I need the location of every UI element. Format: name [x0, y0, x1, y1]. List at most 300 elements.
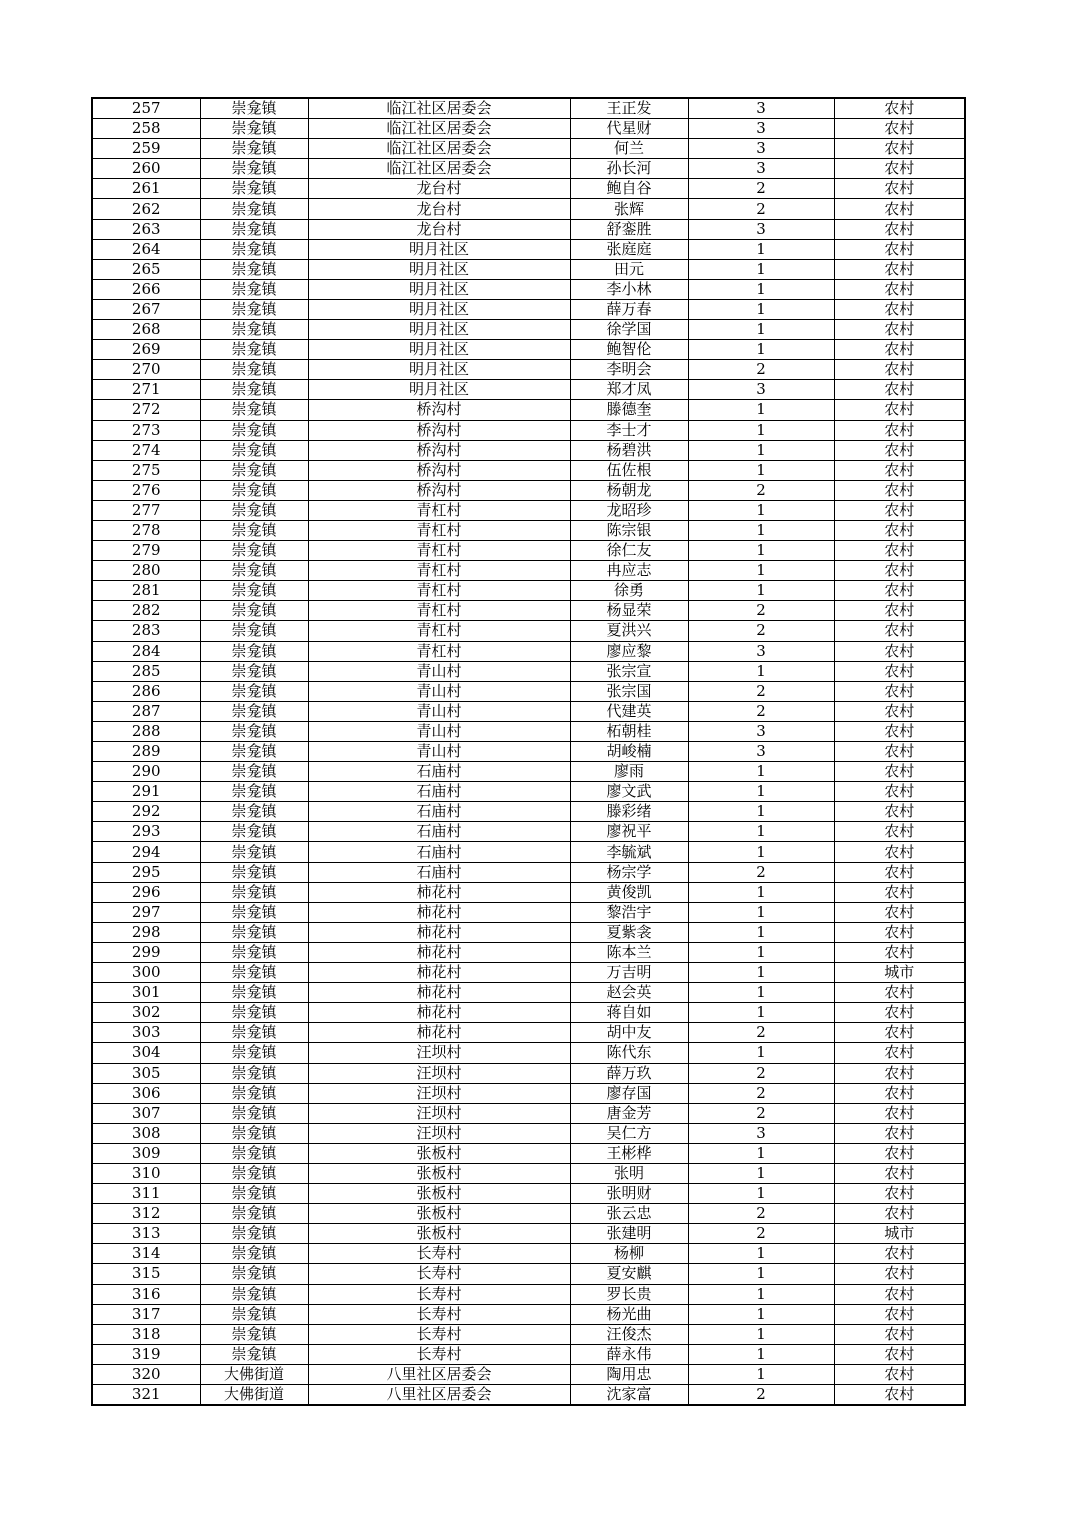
row-number-cell: 315 [92, 1264, 200, 1284]
person-name-cell: 廖存国 [570, 1083, 688, 1103]
area-type-cell: 农村 [834, 661, 965, 681]
town-cell: 崇龛镇 [200, 782, 308, 802]
row-number-cell: 319 [92, 1344, 200, 1364]
table-row [92, 500, 965, 520]
row-number-cell: 273 [92, 420, 200, 440]
person-name-cell: 杨朝龙 [570, 480, 688, 500]
person-name-cell: 王正发 [570, 98, 688, 119]
person-name-cell: 薛永伟 [570, 1344, 688, 1364]
household-count-cell: 2 [688, 199, 834, 219]
village-cell: 柿花村 [308, 983, 570, 1003]
table-row [92, 520, 965, 540]
household-count-cell: 1 [688, 1143, 834, 1163]
village-cell: 青杠村 [308, 541, 570, 561]
person-name-cell: 胡中友 [570, 1023, 688, 1043]
table-row [92, 1103, 965, 1123]
person-name-cell: 李士才 [570, 420, 688, 440]
town-cell: 崇龛镇 [200, 420, 308, 440]
area-type-cell: 农村 [834, 119, 965, 139]
village-cell: 柿花村 [308, 1003, 570, 1023]
person-name-cell: 万吉明 [570, 963, 688, 983]
town-cell: 崇龛镇 [200, 1043, 308, 1063]
town-cell: 崇龛镇 [200, 259, 308, 279]
person-name-cell: 陈本兰 [570, 942, 688, 962]
village-cell: 青山村 [308, 721, 570, 741]
household-count-cell: 2 [688, 1204, 834, 1224]
table-row [92, 1244, 965, 1264]
area-type-cell: 农村 [834, 601, 965, 621]
town-cell: 崇龛镇 [200, 139, 308, 159]
row-number-cell: 282 [92, 601, 200, 621]
table-row [92, 179, 965, 199]
town-cell: 崇龛镇 [200, 1023, 308, 1043]
village-cell: 长寿村 [308, 1344, 570, 1364]
row-number-cell: 297 [92, 902, 200, 922]
household-count-cell: 1 [688, 1184, 834, 1204]
village-cell: 柿花村 [308, 922, 570, 942]
household-count-cell: 1 [688, 1324, 834, 1344]
area-type-cell: 农村 [834, 822, 965, 842]
household-count-cell: 1 [688, 802, 834, 822]
town-cell: 崇龛镇 [200, 581, 308, 601]
area-type-cell: 农村 [834, 561, 965, 581]
table-row [92, 119, 965, 139]
village-cell: 石庙村 [308, 842, 570, 862]
table-row [92, 259, 965, 279]
area-type-cell: 农村 [834, 1163, 965, 1183]
table-row [92, 279, 965, 299]
row-number-cell: 279 [92, 541, 200, 561]
town-cell: 崇龛镇 [200, 1224, 308, 1244]
household-count-cell: 1 [688, 963, 834, 983]
area-type-cell: 农村 [834, 420, 965, 440]
table-row [92, 1023, 965, 1043]
table-row [92, 1143, 965, 1163]
person-name-cell: 代星财 [570, 119, 688, 139]
row-number-cell: 291 [92, 782, 200, 802]
table-row [92, 1163, 965, 1183]
village-cell: 桥沟村 [308, 420, 570, 440]
village-cell: 明月社区 [308, 299, 570, 319]
household-count-cell: 1 [688, 541, 834, 561]
village-cell: 明月社区 [308, 259, 570, 279]
person-name-cell: 龙昭珍 [570, 500, 688, 520]
row-number-cell: 301 [92, 983, 200, 1003]
area-type-cell: 农村 [834, 1103, 965, 1123]
area-type-cell: 农村 [834, 701, 965, 721]
area-type-cell: 农村 [834, 239, 965, 259]
household-count-cell: 1 [688, 460, 834, 480]
row-number-cell: 314 [92, 1244, 200, 1264]
person-name-cell: 陶用忠 [570, 1364, 688, 1384]
town-cell: 崇龛镇 [200, 742, 308, 762]
town-cell: 崇龛镇 [200, 1123, 308, 1143]
person-name-cell: 汪俊杰 [570, 1324, 688, 1344]
table-row [92, 1043, 965, 1063]
household-count-cell: 2 [688, 360, 834, 380]
person-name-cell: 薛万玖 [570, 1063, 688, 1083]
person-name-cell: 吴仁方 [570, 1123, 688, 1143]
table-body [92, 98, 965, 1405]
household-count-cell: 2 [688, 621, 834, 641]
town-cell: 崇龛镇 [200, 520, 308, 540]
area-type-cell: 农村 [834, 1083, 965, 1103]
person-name-cell: 杨显荣 [570, 601, 688, 621]
table-row [92, 480, 965, 500]
village-cell: 青杠村 [308, 641, 570, 661]
village-cell: 石庙村 [308, 802, 570, 822]
person-name-cell: 杨柳 [570, 1244, 688, 1264]
area-type-cell: 农村 [834, 340, 965, 360]
table-row [92, 1385, 965, 1406]
table-row [92, 420, 965, 440]
table-row [92, 1063, 965, 1083]
village-cell: 张板村 [308, 1204, 570, 1224]
table-row [92, 983, 965, 1003]
area-type-cell: 农村 [834, 902, 965, 922]
village-cell: 张板村 [308, 1163, 570, 1183]
household-count-cell: 1 [688, 320, 834, 340]
town-cell: 崇龛镇 [200, 762, 308, 782]
table-row [92, 862, 965, 882]
person-name-cell: 廖应黎 [570, 641, 688, 661]
town-cell: 崇龛镇 [200, 1204, 308, 1224]
area-type-cell: 农村 [834, 179, 965, 199]
row-number-cell: 259 [92, 139, 200, 159]
area-type-cell: 农村 [834, 199, 965, 219]
village-cell: 明月社区 [308, 380, 570, 400]
person-name-cell: 黎浩宇 [570, 902, 688, 922]
area-type-cell: 农村 [834, 1023, 965, 1043]
row-number-cell: 287 [92, 701, 200, 721]
village-cell: 青杠村 [308, 601, 570, 621]
village-cell: 桥沟村 [308, 400, 570, 420]
table-row [92, 742, 965, 762]
household-count-cell: 2 [688, 1224, 834, 1244]
town-cell: 崇龛镇 [200, 561, 308, 581]
household-count-cell: 1 [688, 581, 834, 601]
person-name-cell: 黄俊凯 [570, 882, 688, 902]
row-number-cell: 266 [92, 279, 200, 299]
village-cell: 青杠村 [308, 621, 570, 641]
person-name-cell: 廖雨 [570, 762, 688, 782]
town-cell: 崇龛镇 [200, 882, 308, 902]
area-type-cell: 农村 [834, 1264, 965, 1284]
row-number-cell: 274 [92, 440, 200, 460]
area-type-cell: 农村 [834, 541, 965, 561]
row-number-cell: 277 [92, 500, 200, 520]
table-row [92, 299, 965, 319]
household-count-cell: 1 [688, 1043, 834, 1063]
table-row [92, 963, 965, 983]
town-cell: 崇龛镇 [200, 480, 308, 500]
table-row [92, 1264, 965, 1284]
area-type-cell: 农村 [834, 1143, 965, 1163]
household-count-cell: 1 [688, 902, 834, 922]
village-cell: 张板村 [308, 1184, 570, 1204]
person-name-cell: 柘朝桂 [570, 721, 688, 741]
household-count-cell: 1 [688, 259, 834, 279]
village-cell: 青山村 [308, 661, 570, 681]
person-name-cell: 张宗宣 [570, 661, 688, 681]
row-number-cell: 281 [92, 581, 200, 601]
area-type-cell: 城市 [834, 1224, 965, 1244]
row-number-cell: 299 [92, 942, 200, 962]
area-type-cell: 农村 [834, 1304, 965, 1324]
town-cell: 崇龛镇 [200, 661, 308, 681]
area-type-cell: 农村 [834, 983, 965, 1003]
row-number-cell: 304 [92, 1043, 200, 1063]
household-count-cell: 1 [688, 1344, 834, 1364]
household-count-cell: 3 [688, 119, 834, 139]
village-cell: 桥沟村 [308, 460, 570, 480]
household-count-cell: 1 [688, 922, 834, 942]
person-name-cell: 夏安麒 [570, 1264, 688, 1284]
village-cell: 青杠村 [308, 581, 570, 601]
village-cell: 龙台村 [308, 199, 570, 219]
household-count-cell: 2 [688, 480, 834, 500]
household-count-cell: 1 [688, 340, 834, 360]
person-name-cell: 胡峻楠 [570, 742, 688, 762]
village-cell: 汪坝村 [308, 1043, 570, 1063]
person-name-cell: 陈宗银 [570, 520, 688, 540]
area-type-cell: 农村 [834, 279, 965, 299]
town-cell: 大佛街道 [200, 1364, 308, 1384]
household-count-cell: 2 [688, 1385, 834, 1406]
town-cell: 崇龛镇 [200, 199, 308, 219]
person-name-cell: 廖文武 [570, 782, 688, 802]
household-count-cell: 1 [688, 661, 834, 681]
town-cell: 崇龛镇 [200, 179, 308, 199]
town-cell: 崇龛镇 [200, 601, 308, 621]
table-row [92, 922, 965, 942]
town-cell: 崇龛镇 [200, 320, 308, 340]
row-number-cell: 263 [92, 219, 200, 239]
village-cell: 石庙村 [308, 762, 570, 782]
town-cell: 崇龛镇 [200, 1324, 308, 1344]
table-row [92, 440, 965, 460]
area-type-cell: 农村 [834, 259, 965, 279]
person-name-cell: 杨碧洪 [570, 440, 688, 460]
town-cell: 崇龛镇 [200, 1143, 308, 1163]
household-count-cell: 1 [688, 239, 834, 259]
row-number-cell: 275 [92, 460, 200, 480]
town-cell: 大佛街道 [200, 1385, 308, 1406]
row-number-cell: 316 [92, 1284, 200, 1304]
table-row [92, 721, 965, 741]
table-row [92, 460, 965, 480]
area-type-cell: 农村 [834, 380, 965, 400]
village-cell: 石庙村 [308, 822, 570, 842]
row-number-cell: 276 [92, 480, 200, 500]
row-number-cell: 264 [92, 239, 200, 259]
person-name-cell: 滕德奎 [570, 400, 688, 420]
row-number-cell: 311 [92, 1184, 200, 1204]
village-cell: 柿花村 [308, 902, 570, 922]
village-cell: 青山村 [308, 681, 570, 701]
town-cell: 崇龛镇 [200, 1083, 308, 1103]
row-number-cell: 300 [92, 963, 200, 983]
household-count-cell: 3 [688, 139, 834, 159]
town-cell: 崇龛镇 [200, 1284, 308, 1304]
row-number-cell: 280 [92, 561, 200, 581]
town-cell: 崇龛镇 [200, 802, 308, 822]
row-number-cell: 267 [92, 299, 200, 319]
town-cell: 崇龛镇 [200, 942, 308, 962]
town-cell: 崇龛镇 [200, 1264, 308, 1284]
town-cell: 崇龛镇 [200, 239, 308, 259]
row-number-cell: 298 [92, 922, 200, 942]
person-name-cell: 张庭庭 [570, 239, 688, 259]
household-count-cell: 1 [688, 1244, 834, 1264]
area-type-cell: 农村 [834, 922, 965, 942]
person-name-cell: 李明会 [570, 360, 688, 380]
area-type-cell: 农村 [834, 360, 965, 380]
area-type-cell: 农村 [834, 1385, 965, 1406]
table-row [92, 681, 965, 701]
village-cell: 明月社区 [308, 340, 570, 360]
row-number-cell: 305 [92, 1063, 200, 1083]
person-name-cell: 鲍智伦 [570, 340, 688, 360]
household-count-cell: 3 [688, 742, 834, 762]
town-cell: 崇龛镇 [200, 621, 308, 641]
town-cell: 崇龛镇 [200, 1063, 308, 1083]
household-count-cell: 1 [688, 1163, 834, 1183]
row-number-cell: 302 [92, 1003, 200, 1023]
person-name-cell: 杨光曲 [570, 1304, 688, 1324]
household-count-cell: 1 [688, 842, 834, 862]
household-count-cell: 3 [688, 641, 834, 661]
town-cell: 崇龛镇 [200, 983, 308, 1003]
table-row [92, 942, 965, 962]
household-count-cell: 1 [688, 1264, 834, 1284]
town-cell: 崇龛镇 [200, 922, 308, 942]
person-name-cell: 张明财 [570, 1184, 688, 1204]
table-row [92, 561, 965, 581]
household-count-cell: 2 [688, 1063, 834, 1083]
table-row [92, 360, 965, 380]
town-cell: 崇龛镇 [200, 440, 308, 460]
person-name-cell: 舒銮胜 [570, 219, 688, 239]
household-count-cell: 2 [688, 1023, 834, 1043]
area-type-cell: 农村 [834, 98, 965, 119]
person-name-cell: 张明 [570, 1163, 688, 1183]
row-number-cell: 309 [92, 1143, 200, 1163]
town-cell: 崇龛镇 [200, 1344, 308, 1364]
area-type-cell: 农村 [834, 1364, 965, 1384]
town-cell: 崇龛镇 [200, 500, 308, 520]
area-type-cell: 农村 [834, 782, 965, 802]
person-name-cell: 夏紫衾 [570, 922, 688, 942]
village-cell: 张板村 [308, 1143, 570, 1163]
town-cell: 崇龛镇 [200, 963, 308, 983]
area-type-cell: 农村 [834, 681, 965, 701]
table-row [92, 902, 965, 922]
area-type-cell: 农村 [834, 460, 965, 480]
person-name-cell: 徐仁友 [570, 541, 688, 561]
area-type-cell: 农村 [834, 440, 965, 460]
table-row [92, 842, 965, 862]
table-row [92, 1204, 965, 1224]
household-count-cell: 3 [688, 721, 834, 741]
table-row [92, 802, 965, 822]
person-name-cell: 冉应志 [570, 561, 688, 581]
village-cell: 明月社区 [308, 279, 570, 299]
town-cell: 崇龛镇 [200, 1163, 308, 1183]
row-number-cell: 278 [92, 520, 200, 540]
village-cell: 临江社区居委会 [308, 159, 570, 179]
person-name-cell: 夏洪兴 [570, 621, 688, 641]
row-number-cell: 268 [92, 320, 200, 340]
area-type-cell: 农村 [834, 1204, 965, 1224]
town-cell: 崇龛镇 [200, 380, 308, 400]
town-cell: 崇龛镇 [200, 400, 308, 420]
village-cell: 桥沟村 [308, 480, 570, 500]
area-type-cell: 农村 [834, 882, 965, 902]
area-type-cell: 农村 [834, 721, 965, 741]
table-row [92, 400, 965, 420]
area-type-cell: 农村 [834, 862, 965, 882]
row-number-cell: 307 [92, 1103, 200, 1123]
person-name-cell: 杨宗学 [570, 862, 688, 882]
person-name-cell: 李毓斌 [570, 842, 688, 862]
person-name-cell: 何兰 [570, 139, 688, 159]
table-row [92, 1304, 965, 1324]
person-name-cell: 李小林 [570, 279, 688, 299]
area-type-cell: 农村 [834, 520, 965, 540]
area-type-cell: 农村 [834, 299, 965, 319]
person-name-cell: 唐金芳 [570, 1103, 688, 1123]
row-number-cell: 310 [92, 1163, 200, 1183]
person-name-cell: 伍佐根 [570, 460, 688, 480]
row-number-cell: 283 [92, 621, 200, 641]
area-type-cell: 农村 [834, 500, 965, 520]
village-cell: 桥沟村 [308, 440, 570, 460]
table-row [92, 1344, 965, 1364]
row-number-cell: 258 [92, 119, 200, 139]
table-row [92, 320, 965, 340]
town-cell: 崇龛镇 [200, 902, 308, 922]
household-count-cell: 1 [688, 440, 834, 460]
row-number-cell: 285 [92, 661, 200, 681]
village-cell: 柿花村 [308, 963, 570, 983]
table-row [92, 621, 965, 641]
area-type-cell: 农村 [834, 621, 965, 641]
person-name-cell: 郑才凤 [570, 380, 688, 400]
area-type-cell: 农村 [834, 581, 965, 601]
town-cell: 崇龛镇 [200, 159, 308, 179]
person-name-cell: 田元 [570, 259, 688, 279]
household-count-cell: 3 [688, 98, 834, 119]
household-count-cell: 1 [688, 561, 834, 581]
table-row [92, 340, 965, 360]
person-name-cell: 薛万春 [570, 299, 688, 319]
household-count-cell: 1 [688, 1003, 834, 1023]
person-name-cell: 张辉 [570, 199, 688, 219]
household-count-cell: 2 [688, 681, 834, 701]
person-name-cell: 蒋自如 [570, 1003, 688, 1023]
row-number-cell: 318 [92, 1324, 200, 1344]
town-cell: 崇龛镇 [200, 360, 308, 380]
row-number-cell: 303 [92, 1023, 200, 1043]
person-name-cell: 沈家富 [570, 1385, 688, 1406]
village-cell: 汪坝村 [308, 1123, 570, 1143]
town-cell: 崇龛镇 [200, 1184, 308, 1204]
town-cell: 崇龛镇 [200, 721, 308, 741]
household-count-cell: 3 [688, 1123, 834, 1143]
table-row [92, 1324, 965, 1344]
village-cell: 八里社区居委会 [308, 1364, 570, 1384]
